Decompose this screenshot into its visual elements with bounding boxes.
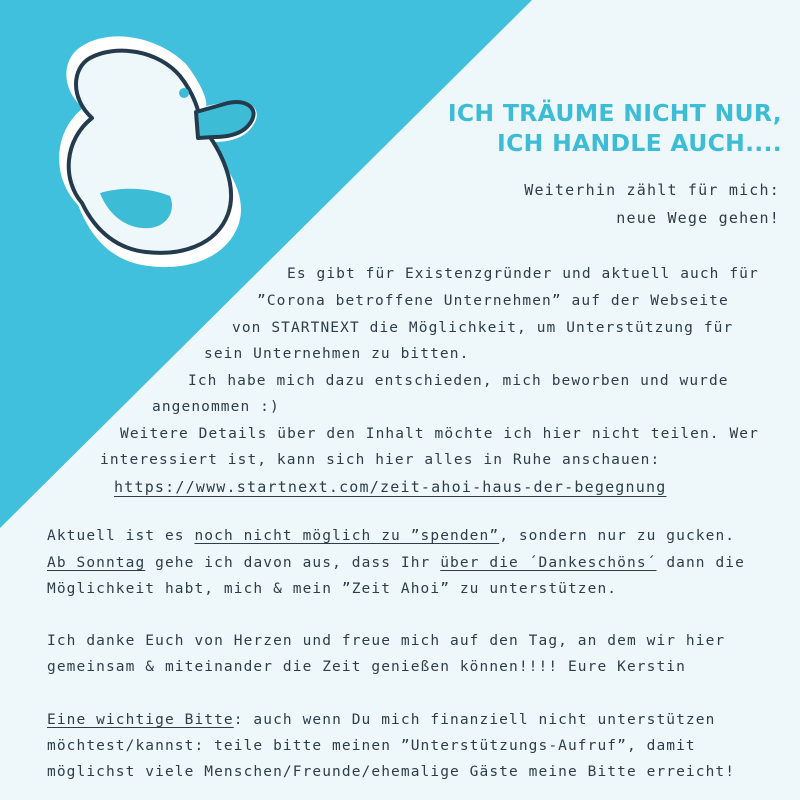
underlined-text: Eine wichtige Bitte [47, 712, 234, 728]
underlined-text: Ab Sonntag [47, 555, 146, 571]
startnext-link[interactable]: https://www.startnext.com/zeit-ahoi-haus-der-begegnung [114, 478, 667, 496]
paragraph4-line-3: möglichst viele Menschen/Freunde/ehemalige Gäste meine Bitte erreicht! [47, 764, 736, 780]
paragraph1-line-6: angenommen :) [152, 399, 280, 415]
paragraph1-line-8: interessiert ist, kann sich hier alles in Ruhe anschauen: [100, 452, 661, 468]
headline-line-2: ICH HANDLE AUCH.... [497, 129, 782, 157]
text-segment: gehe ich davon aus, dass Ihr [145, 555, 441, 571]
text-segment: dann die [656, 555, 745, 571]
headline [448, 98, 782, 158]
paragraph3-line-2: gemeinsam & miteinander die Zeit genießen können!!!! Eure Kerstin [47, 659, 686, 675]
paragraph1-line-3: von STARTNEXT die Möglichkeit, um Unterstützung für [232, 320, 734, 336]
paragraph2-line-2 [47, 555, 745, 571]
paragraph2-line-1 [47, 528, 735, 544]
paragraph1-line-5: Ich habe mich dazu entschieden, mich beworben und wurde [188, 373, 729, 389]
subheadline-line-1: Weiterhin zählt für mich: [524, 181, 780, 199]
underlined-text: noch nicht möglich zu ”spenden” [194, 528, 500, 544]
paragraph3-line-1: Ich danke Euch von Herzen und freue mich auf den Tag, an dem wir hier [47, 633, 726, 649]
subheadline-line-2: neue Wege gehen! [616, 209, 780, 227]
text-segment: Aktuell ist es [47, 528, 195, 544]
paragraph4-line-2: möchtest/kannst: teile bitte meinen ”Unterstützungs-Aufruf”, damit [47, 738, 696, 754]
paragraph1-line-4: sein Unternehmen zu bitten. [204, 346, 470, 362]
headline-line-1: ICH TRÄUME NICHT NUR, [447, 99, 782, 127]
subheadline [524, 176, 780, 232]
paragraph4-line-1 [47, 712, 715, 728]
underlined-text: über die ´Dankeschöns´ [440, 555, 657, 571]
paragraph1-line-7: Weitere Details über den Inhalt möchte ich hier nicht teilen. Wer [120, 426, 759, 442]
paragraph1-line-1: Es gibt für Existenzgründer und aktuell auch für [287, 266, 759, 282]
text-segment: , sondern nur zu gucken. [499, 528, 736, 544]
text-segment: : auch wenn Du mich finanziell nicht unterstützen [233, 712, 716, 728]
paragraph1-line-2: ”Corona betroffene Unternehmen” auf der Webseite [257, 293, 729, 309]
paragraph2-line-3: Möglichkeit habt, mich & mein ”Zeit Ahoi” zu unterstützen. [47, 581, 618, 597]
